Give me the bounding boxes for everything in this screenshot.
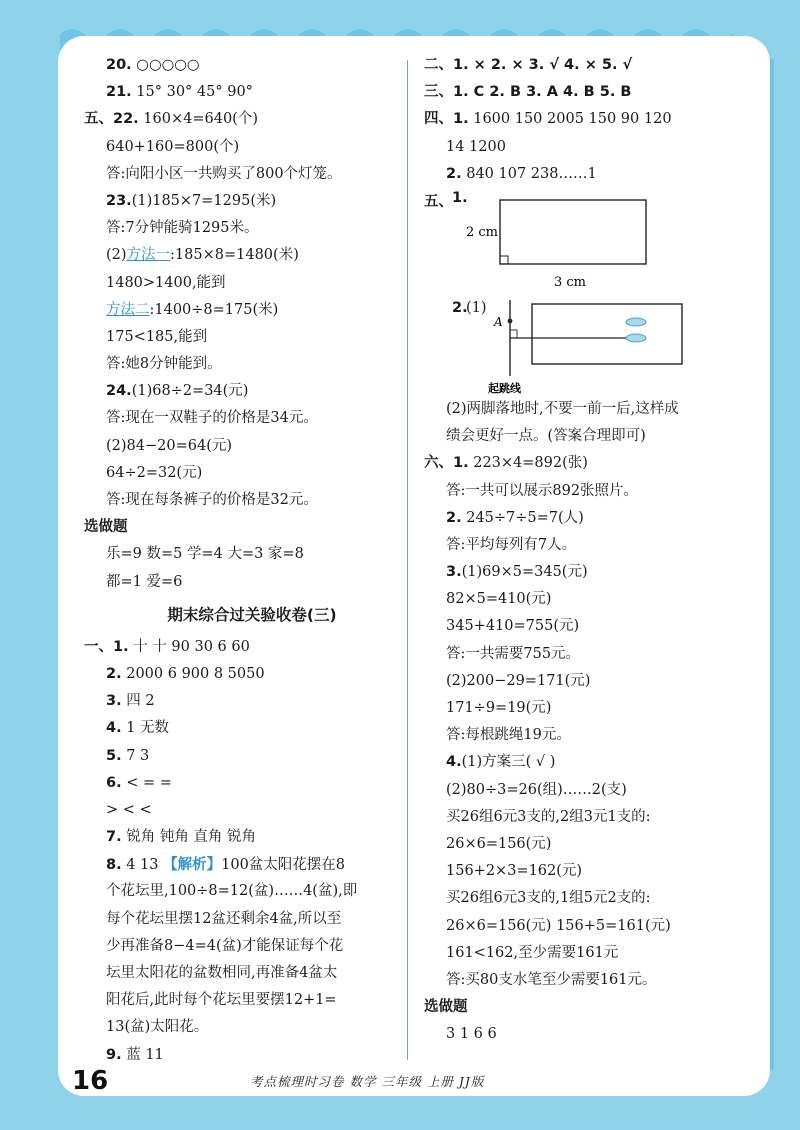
- exam-answer-1: 一、1. 十 十 90 30 6 60: [84, 638, 250, 655]
- section-5-number-2: 2.: [452, 299, 468, 316]
- section-6-answer-4: 4.(1)方案三( √ ): [446, 754, 556, 771]
- footprint-icon: [626, 318, 646, 326]
- answer-22: 五、22. 160×4=640(个): [84, 111, 258, 128]
- section-5-part-2-line: 绩会更好一点。(答案合理即可): [446, 428, 646, 445]
- section-6-answer-4-line: 26×6=156(元) 156+5=161(元): [446, 917, 671, 934]
- section-6-answer-4-line: 156+2×3=162(元): [446, 863, 583, 880]
- answer-22-line: 答:向阳小区一共购买了800个灯笼。: [106, 165, 342, 182]
- section-5-number-1: 1.: [452, 189, 468, 206]
- section-5-diagram-2: [424, 296, 764, 396]
- section-6-answer-3: 3.(1)69×5=345(元): [446, 564, 588, 581]
- left-column: [84, 52, 402, 1069]
- exam-answer-2: 2. 2000 6 900 8 5050: [106, 665, 265, 682]
- section-6-answer-3-line: 答:每根跳绳19元。: [446, 727, 571, 744]
- column-divider: [407, 60, 408, 1060]
- section-2-answers: 二、1. × 2. × 3. √ 4. × 5. √: [424, 57, 633, 73]
- answer-23-method-2: 方法二:1400÷8=175(米): [106, 301, 279, 318]
- exam-answer-8-line: 阳花后,此时每个花坛里要摆12+1=: [106, 992, 337, 1009]
- width-label: 3 cm: [554, 274, 587, 290]
- exam-answer-9: 9. 蓝 11: [106, 1046, 164, 1063]
- section-6-answer-2-line: 答:平均每列有7人。: [446, 536, 577, 553]
- page-number: 16: [72, 1066, 109, 1096]
- answer-22-line: 640+160=800(个): [106, 138, 240, 155]
- section-6-answer-4-line: 161<162,至少需要161元: [446, 944, 619, 961]
- section-6-answer-1: 六、1. 223×4=892(张): [424, 455, 588, 472]
- exam-answer-8-line: 坛里太阳花的盆数相同,再准备4盆太: [106, 965, 338, 981]
- optional-answer-right: 3 1 6 6: [446, 1026, 497, 1043]
- exam-title: 期末综合过关验收卷(三): [167, 605, 337, 624]
- answer-24-line: 答:现在每条裤子的价格是32元。: [106, 492, 318, 508]
- section-4-answer-1-line: 14 1200: [446, 138, 506, 155]
- section-6-answer-3-line: 答:一共需要755元。: [446, 645, 581, 662]
- exam-answer-6: 6. < = =: [106, 774, 172, 791]
- answer-24: 24.(1)68÷2=34(元): [106, 383, 249, 400]
- section-3-answers: 三、1. C 2. B 3. A 4. B 5. B: [424, 84, 632, 101]
- perpendicular-mark: [510, 330, 517, 338]
- sand-pit: [532, 304, 682, 364]
- right-column: [424, 52, 764, 1048]
- rectangle-shape: [500, 200, 646, 264]
- section-5-label: 五、: [424, 193, 453, 210]
- answer-23-line: 175<185,能到: [106, 328, 208, 345]
- section-4-answer-2: 2. 840 107 238……1: [446, 165, 597, 182]
- answer-23: 23.(1)185×7=1295(米): [106, 192, 277, 209]
- section-6-answer-4-line: (2)80÷3=26(组)……2(支): [446, 781, 627, 798]
- optional-heading-right: 选做题: [424, 999, 468, 1016]
- exam-answer-8: 8. 4 13 【解析】100盆太阳花摆在8: [106, 856, 346, 874]
- section-6-answer-3-line: 345+410=755(元): [446, 618, 580, 635]
- exam-answer-8-line: 每个花坛里摆12盆还剩余4盆,所以至: [106, 910, 342, 927]
- answer-23-line: 答:7分钟能骑1295米。: [106, 220, 259, 237]
- footprint-icon: [626, 334, 646, 342]
- section-6-answer-2: 2. 245÷7÷5=7(人): [446, 509, 584, 526]
- section-6-answer-4-line: 买26组6元3支的,1组5元2支的:: [446, 890, 651, 907]
- explanation-tag: 【解析】: [163, 856, 222, 874]
- start-line-label: 起跳线: [488, 381, 521, 395]
- section-6-answer-3-line: (2)200−29=171(元): [446, 672, 591, 689]
- section-6-answer-4-line: 买26组6元3支的,2组3元1支的:: [446, 808, 651, 825]
- answer-24-line: 64÷2=32(元): [106, 464, 203, 481]
- answer-23-method-1: (2)方法一:185×8=1480(米): [106, 247, 299, 264]
- point-a: [508, 319, 513, 324]
- answer-24-line: (2)84−20=64(元): [106, 437, 233, 454]
- answer-24-line: 答:现在一双鞋子的价格是34元。: [106, 410, 318, 427]
- section-6-answer-3-line: 171÷9=19(元): [446, 700, 552, 716]
- exam-answer-7: 7. 锐角 钝角 直角 锐角: [106, 829, 257, 846]
- exam-answer-5: 5. 7 3: [106, 747, 150, 764]
- long-jump-figure: [480, 296, 760, 396]
- section-6-answer-3-line: 82×5=410(元): [446, 591, 552, 608]
- section-5-diagram-1: [424, 188, 764, 296]
- section-5-part-2: (2)两脚落地时,不要一前一后,这样成: [446, 400, 679, 417]
- book-info-footer: 考点梳理时习卷 数学 三年级 上册 JJ版: [250, 1074, 485, 1089]
- answer-23-line: 答:她8分钟能到。: [106, 356, 222, 373]
- exam-answer-3: 3. 四 2: [106, 693, 155, 710]
- exam-answer-8-line: 少再准备8−4=4(盆)才能保证每个花: [106, 937, 344, 954]
- section-6-answer-4-line: 26×6=156(元): [446, 835, 552, 852]
- exam-answer-6-line: > < <: [106, 801, 152, 818]
- right-angle-mark: [500, 256, 508, 264]
- answer-21: 21. 15° 30° 45° 90°: [106, 84, 253, 101]
- optional-answer: 都=1 爱=6: [106, 573, 183, 590]
- exam-answer-4: 4. 1 无数: [106, 720, 170, 737]
- point-a-label: A: [494, 314, 503, 329]
- rectangle-figure: [454, 188, 714, 296]
- answer-20: 20. ○○○○○: [106, 57, 200, 73]
- optional-answer: 乐=9 数=5 学=4 大=3 家=8: [106, 546, 304, 563]
- part-1-label: (1): [466, 299, 487, 316]
- height-label: 2 cm: [466, 224, 499, 240]
- section-4-answer-1: 四、1. 1600 150 2005 150 90 120: [424, 111, 672, 128]
- optional-heading: 选做题: [84, 519, 128, 536]
- exam-answer-8-line: 13(盆)太阳花。: [106, 1019, 209, 1036]
- section-6-answer-4-line: 答:买80支水笔至少需要161元。: [446, 971, 657, 988]
- section-6-answer-1-line: 答:一共可以展示892张照片。: [446, 482, 639, 499]
- exam-answer-8-line: 个花坛里,100÷8=12(盆)……4(盆),即: [106, 883, 358, 900]
- answer-23-line: 1480>1400,能到: [106, 274, 226, 291]
